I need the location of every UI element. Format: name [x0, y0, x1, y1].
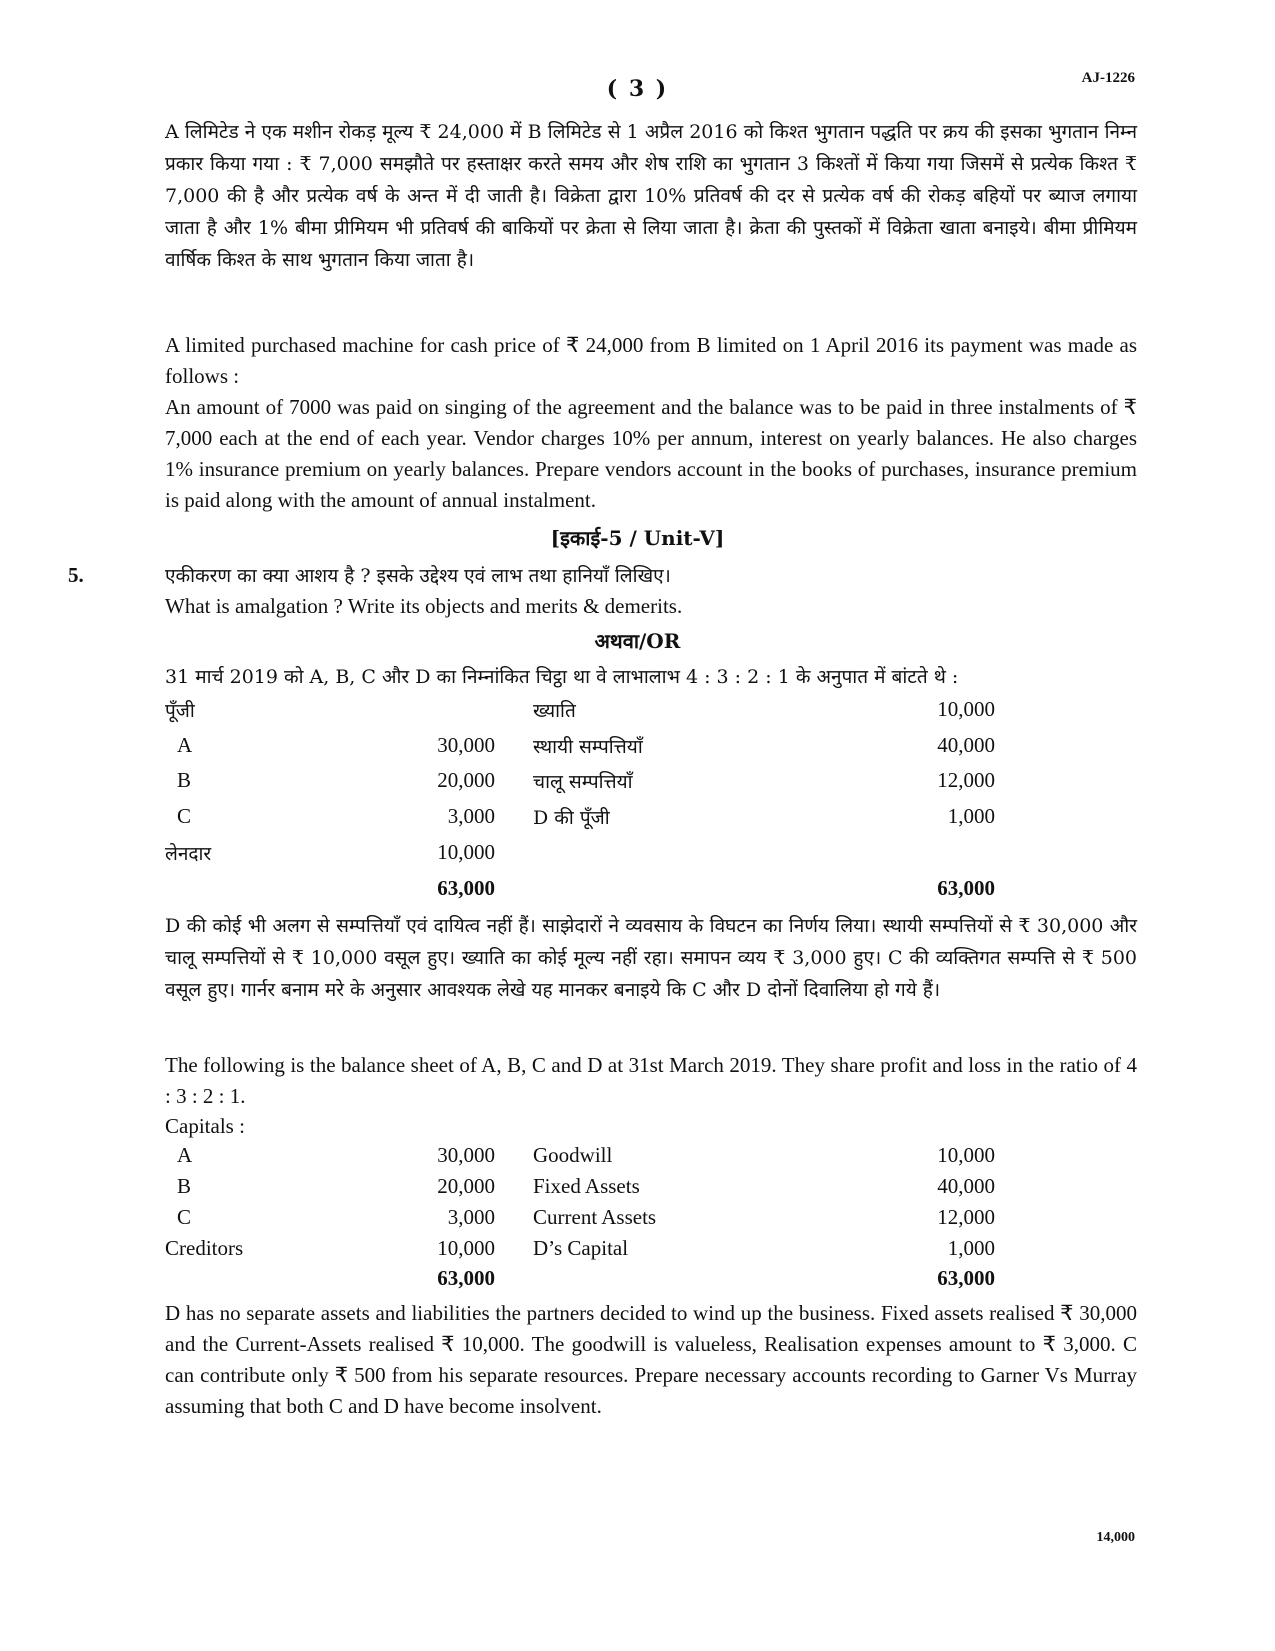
table-row — [165, 1143, 1005, 1175]
cell: Fixed Assets — [533, 1174, 640, 1198]
question-number: 5. — [68, 563, 84, 587]
cell: 10,000 — [437, 840, 495, 864]
cell: Current Assets — [533, 1205, 657, 1229]
cell: 1,000 — [947, 1236, 995, 1260]
cell: चालू सम्पत्तियाँ — [533, 771, 633, 793]
total-right: 63,000 — [937, 876, 995, 900]
capitals-label: Capitals : — [165, 1114, 245, 1138]
total-left: 63,000 — [437, 1266, 495, 1290]
table-row — [165, 1236, 1005, 1268]
page-number: ( 3 ) — [606, 76, 669, 102]
cell: 20,000 — [437, 768, 495, 792]
cell: 10,000 — [937, 697, 995, 721]
cell: 10,000 — [937, 1143, 995, 1167]
q5-or-hindi-intro: 31 मार्च 2019 को A, B, C और D का निम्नांकित चिट्ठा था वे लाभालाभ 4 : 3 : 2 : 1 के अनुपात में बांटते थे : — [165, 666, 959, 688]
cell: लेनदार — [165, 843, 212, 865]
cell: A — [177, 1143, 193, 1167]
table-row — [165, 733, 1005, 765]
cell: B — [177, 1174, 192, 1198]
table-row — [165, 804, 1005, 836]
cell: 40,000 — [937, 733, 995, 757]
cell: C — [177, 804, 192, 828]
cell: C — [177, 1205, 192, 1229]
cell: Goodwill — [533, 1143, 613, 1167]
table-row — [165, 697, 1005, 729]
total-left: 63,000 — [437, 876, 495, 900]
table-row — [165, 1174, 1005, 1206]
cell: पूँजी — [165, 700, 195, 722]
q5-english-question: What is amalgation ? Write its objects and merits & demerits. — [165, 594, 683, 618]
q4-or-hindi-text: A लिमिटेड ने एक मशीन रोकड़ मूल्य ₹ 24,000 में B लिमिटेड से 1 अप्रैल 2016 को किश्त भुगतान पद्धति पर क्रय की इसका भुगतान निम्न प्रकार किया गया : ₹ 7,000 समझौते पर हस्ताक्षर करते समय और शेष राशि का भुगतान 3 किश्तों में किया गया जिसमें से प्रत्येक किश्त ₹ 7,000 की है और प्रत्येक वर्ष के अन्त में दी जाती है। विक्रेता द्वारा 10% प्रतिवर्ष की दर से प्रत्येक वर्ष की रोकड़ बहियों पर ब्याज लगाया जाता है और 1% बीमा प्रीमियम भी प्रतिवर्ष की बाकियों पर क्रेता से लिया जाता है। क्रेता की पुस्तकों में विक्रेता खाता बनाइये। बीमा प्रीमियम वार्षिक किश्त के साथ भुगतान किया जाता है। — [165, 121, 1137, 271]
cell: 20,000 — [437, 1174, 495, 1198]
q5-or-english-intro: The following is the balance sheet of A, B, C and D at 31st March 2019. They share profit and loss in the ratio of 4 : 3 : 2 : 1. — [165, 1053, 1137, 1108]
cell: 30,000 — [437, 733, 495, 757]
q5-hindi-question: एकीकरण का क्या आशय है ? इसके उद्देश्य एवं लाभ तथा हानियाँ लिखिए। — [165, 565, 671, 587]
paper-code: AJ-1226 — [1081, 70, 1135, 86]
or-label: अथवा/OR — [594, 629, 681, 653]
cell: 10,000 — [437, 1236, 495, 1260]
cell: Creditors — [165, 1236, 244, 1260]
cell: ख्याति — [533, 700, 576, 722]
q4-or-english-text-2: An amount of 7000 was paid on singing of the agreement and the balance was to be paid in three instalments of ₹ 7,000 each at the end of each year. Vendor charges 10% per annum, interest on yearly balances. He also charges 1% insurance premium on yearly balances. Prepare vendors account in the books of purchases, insurance premium is paid along with the amount of annual instalment. — [165, 395, 1137, 512]
table-row — [165, 1205, 1005, 1237]
unit-heading: [इकाई-5 / Unit-V] — [550, 526, 725, 550]
cell: स्थायी सम्पत्तियाँ — [533, 736, 643, 758]
cell: A — [177, 733, 193, 757]
cell: D’s Capital — [533, 1236, 629, 1260]
cell: 40,000 — [937, 1174, 995, 1198]
cell: 12,000 — [937, 768, 995, 792]
table-row — [165, 768, 1005, 800]
table-row — [165, 840, 1005, 872]
total-right: 63,000 — [937, 1266, 995, 1290]
cell: B — [177, 768, 192, 792]
q4-or-english-text-1: A limited purchased machine for cash price of ₹ 24,000 from B limited on 1 April 2016 its payment was made as follows : — [165, 333, 1137, 388]
q5-or-hindi-body: D की कोई भी अलग से सम्पत्तियाँ एवं दायित्व नहीं हैं। साझेदारों ने व्यवसाय के विघटन का निर्णय लिया। स्थायी सम्पत्तियों से ₹ 30,000 और चालू सम्पत्तियों से ₹ 10,000 वसूल हुए। ख्याति का कोई मूल्य नहीं रहा। समापन व्यय ₹ 3,000 हुए। C की व्यक्तिगत सम्पत्ति से ₹ 500 वसूल हुए। गार्नर बनाम मरे के अनुसार आवश्यक लेखे यह मानकर बनाइये कि C और D दोनों दिवालिया हो गये हैं। — [165, 915, 1137, 1001]
cell: D की पूँजी — [533, 807, 610, 829]
copies-count: 14,000 — [1096, 1530, 1135, 1545]
cell: 3,000 — [447, 804, 495, 828]
cell: 30,000 — [437, 1143, 495, 1167]
cell: 12,000 — [937, 1205, 995, 1229]
cell: 3,000 — [447, 1205, 495, 1229]
cell: 1,000 — [947, 804, 995, 828]
q5-or-english-body: D has no separate assets and liabilities the partners decided to wind up the business. Fixed assets realised ₹ 30,000 and the Current-Assets realised ₹ 10,000. The goodwill is valueless, Realisation expenses amount to ₹ 3,000. C can contribute only ₹ 500 from his separate resources. Prepare necessary accounts recording to Garner Vs Murray assuming that both C and D have become insolvent. — [165, 1301, 1137, 1418]
table-total-row — [165, 1266, 1005, 1298]
table-total-row — [165, 876, 1005, 908]
